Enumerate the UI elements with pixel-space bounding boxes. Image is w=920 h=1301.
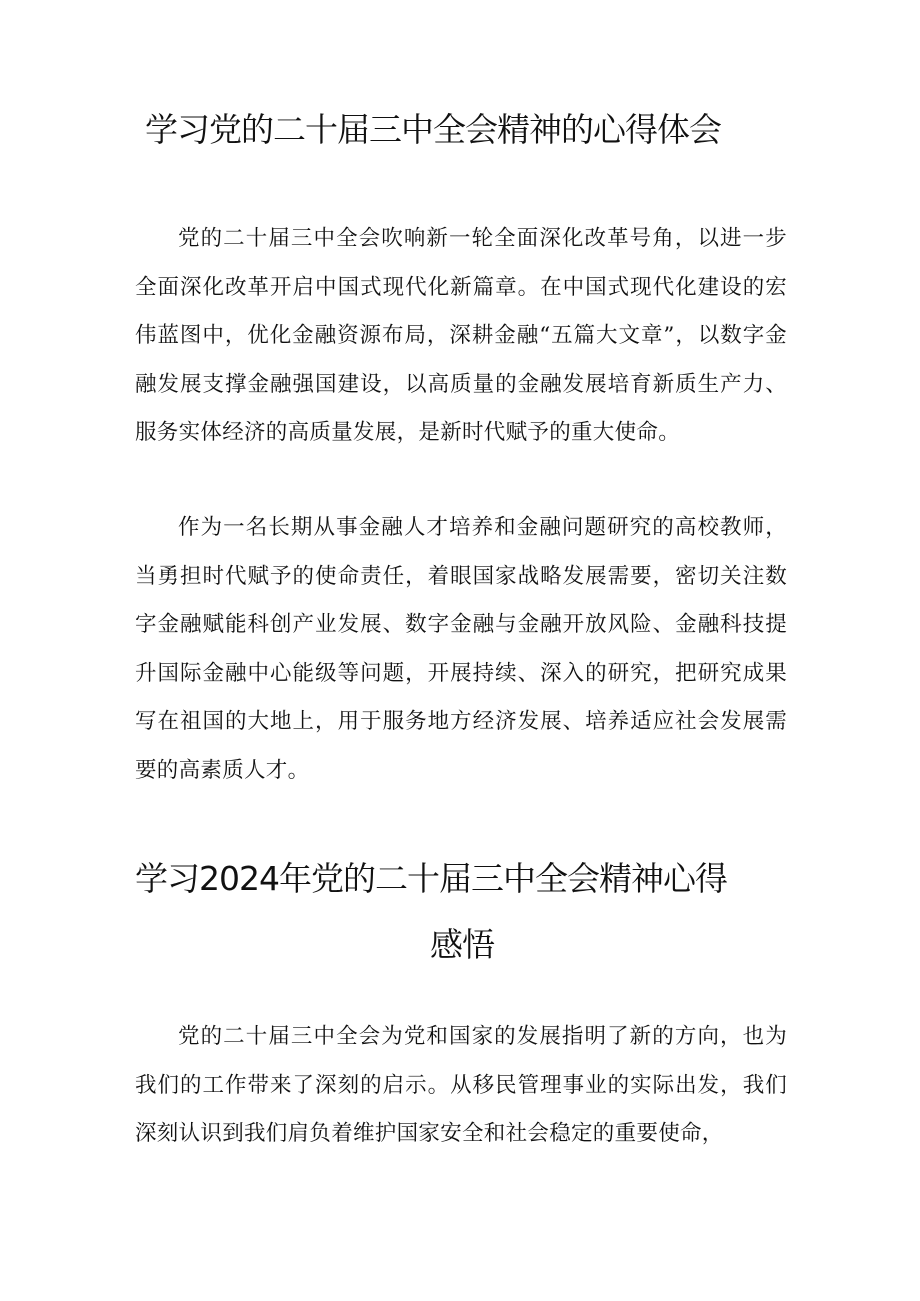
section-1-paragraph-2: 作为一名长期从事金融人才培养和金融问题研究的高校教师，当勇担时代赋予的使命责任，着眼国家战略发展需要，密切关注数字金融赋能科创产业发展、数字金融与金融开放风险、金融科技提升国际金融中心能级等问题，开展持续、深入的研究，把研究成果写在祖国的大地上，用于服务地方经济发展、培养适应社会发展需要的高素质人才。 (135, 515, 787, 783)
section-1-title: 学习党的二十届三中全会精神的心得体会 (145, 110, 721, 149)
section-1-paragraph-1: 党的二十届三中全会吹响新一轮全面深化改革号角，以进一步全面深化改革开启中国式现代化新篇章。在中国式现代化建设的宏伟蓝图中，优化金融资源布局，深耕金融“五篇大文章”，以数字金融发展支撑金融强国建设，以高质量的金融发展培育新质生产力、服务实体经济的高质量发展，是新时代赋予的重大使命。 (135, 226, 787, 445)
section-2-title-line-1: 学习2024年党的二十届三中全会精神心得 (135, 859, 727, 898)
section-2-paragraph-1: 党的二十届三中全会为党和国家的发展指明了新的方向，也为我们的工作带来了深刻的启示。从移民管理事业的实际出发，我们深刻认识到我们肩负着维护国家安全和社会稳定的重要使命， (135, 1024, 787, 1146)
section-2-title-line-2: 感悟 (430, 925, 494, 964)
